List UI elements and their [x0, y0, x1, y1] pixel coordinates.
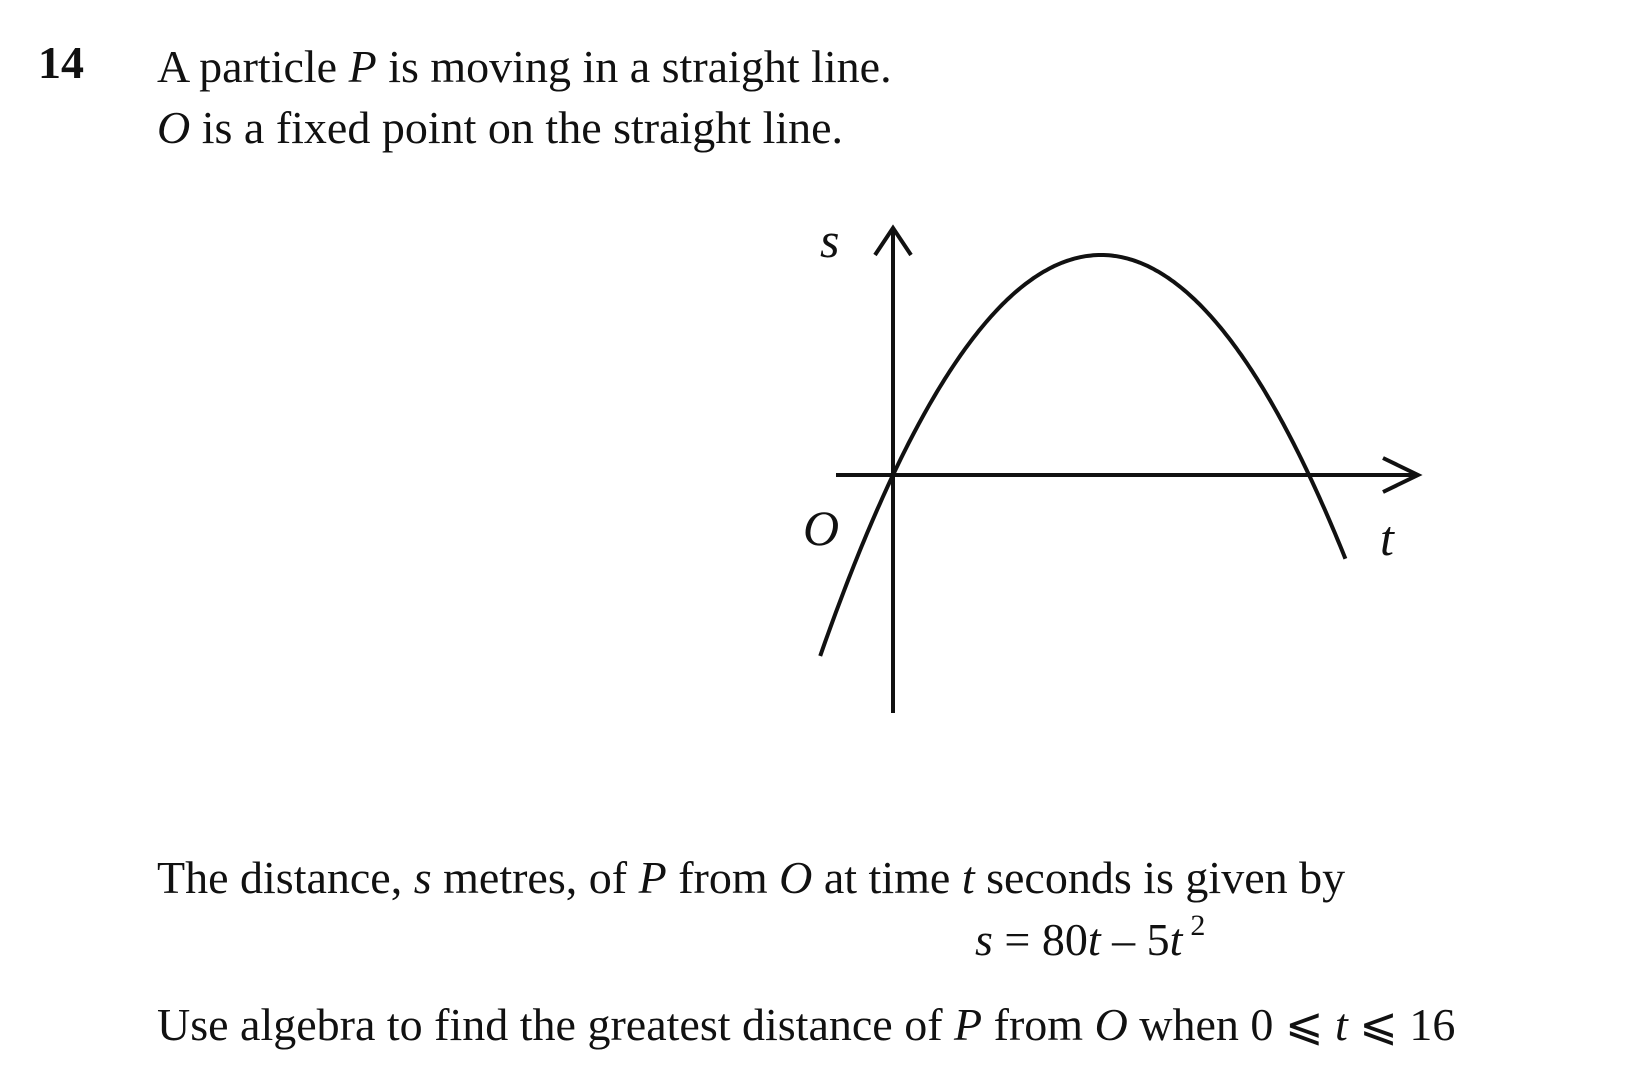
origin-label: O	[803, 500, 840, 556]
equation: s = 80t – 5t $^2$	[975, 909, 1206, 965]
t-axis-label: t	[1380, 510, 1394, 566]
parabola-curve	[820, 255, 1345, 656]
question-number: 14	[38, 37, 84, 88]
task-line: Use algebra to find the greatest distance of P from O when 0 ⩽ t ⩽ 16	[157, 999, 1456, 1050]
s-axis-label: s	[820, 212, 840, 268]
intro-line-1: A particle P is moving in a straight line.	[157, 41, 892, 92]
given-line: The distance, s metres, of P from O at time t seconds is given by	[157, 852, 1346, 903]
intro-line-2: O is a fixed point on the straight line.	[157, 102, 844, 153]
